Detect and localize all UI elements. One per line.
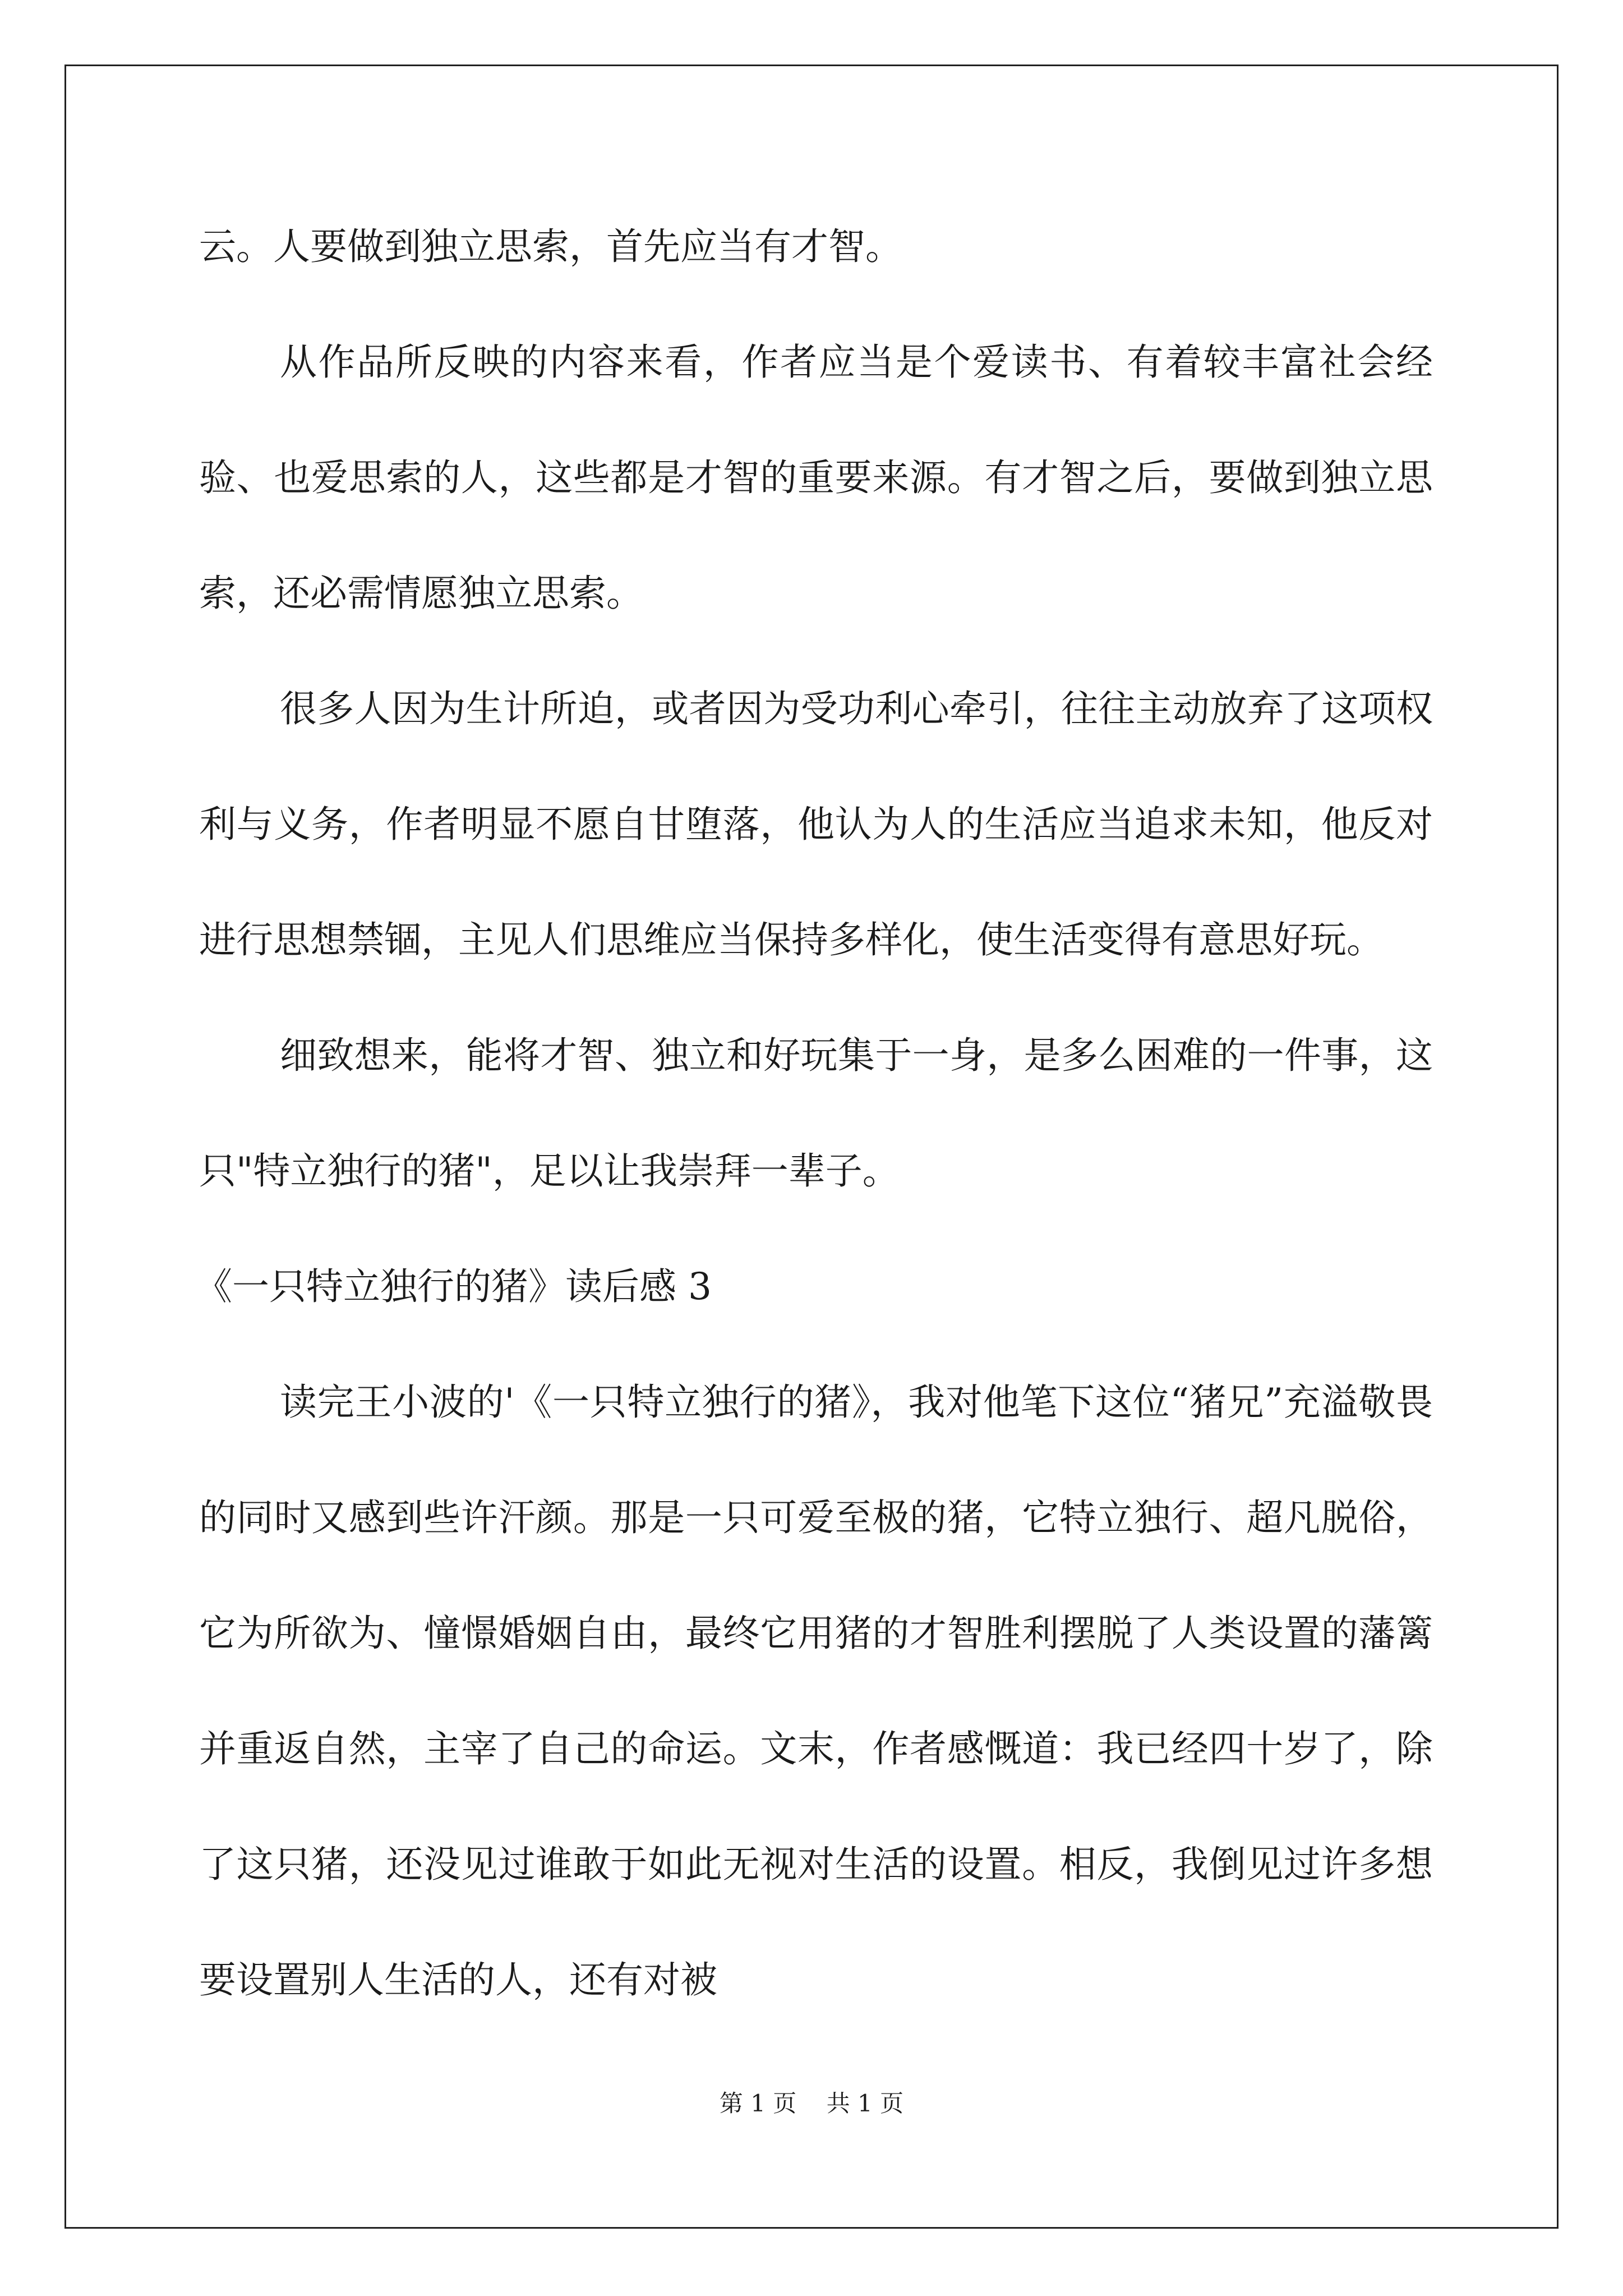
page-footer: 第 1 页 共 1 页	[719, 2090, 904, 2117]
section-heading: 《一只特立独行的猪》读后感 3	[195, 1265, 712, 1308]
paragraph-3: 很多人因为生计所迫，或者因为受功利心牵引，往往主动放弃了这项权利与义务，作者明显不愿自甘堕落，他认为人的生活应当追求未知，他反对进行思想禁锢，主见人们思维应当保持多样化，使生活变得有意思好玩。	[199, 687, 1433, 961]
paragraph-2: 从作品所反映的内容来看，作者应当是个爱读书、有着较丰富社会经验、也爱思索的人，这些都是才智的重要来源。有才智之后，要做到独立思索，还必需情愿独立思索。	[199, 341, 1433, 615]
document-body	[195, 189, 1433, 2038]
paragraph-1: 云。人要做到独立思索，首先应当有才智。	[199, 225, 902, 268]
paragraph-4: 细致想来，能将才智、独立和好玩集于一身，是多么困难的一件事，这只"特立独行的猪"，足以让我崇拜一辈子。	[199, 1034, 1433, 1193]
paragraph-5: 读完王小波的'《一只特立独行的猪》，我对他笔下这位“猪兄”充溢敬畏的同时又感到些许汗颜。那是一只可爱至极的猪，它特立独行、超凡脱俗，它为所欲为、憧憬婚姻自由，最终它用猪的才智胜利摆脱了人类设置的藩篱并重返自然，主宰了自己的命运。文末，作者感慨道：我已经四十岁了，除了这只猪，还没见过谁敢于如此无视对生活的设置。相反，我倒见过许多想要设置别人生活的人，还有对被	[199, 1381, 1433, 2001]
